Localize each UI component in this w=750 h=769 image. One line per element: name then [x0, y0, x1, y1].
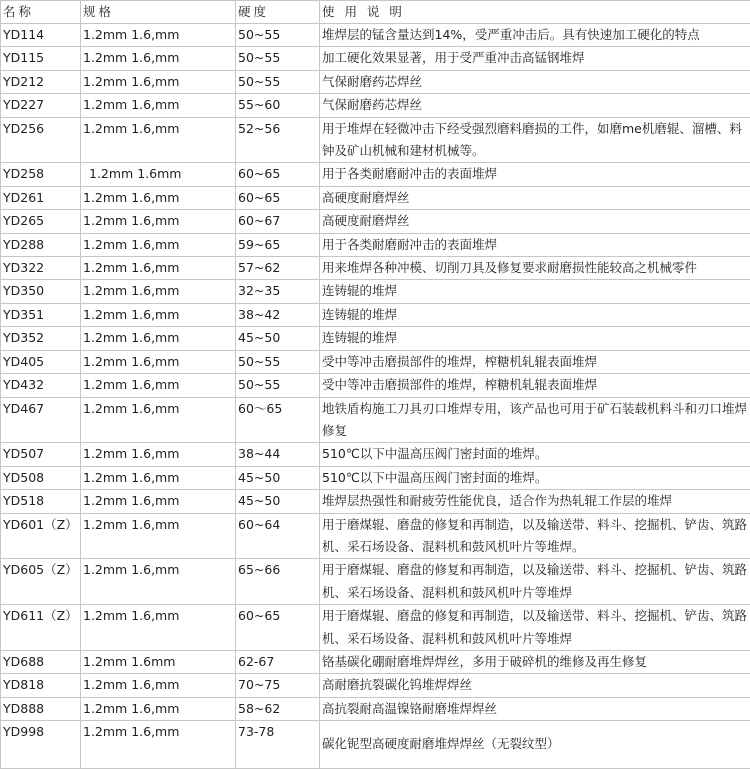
cell-spec: 1.2mm 1.6,mm [81, 280, 236, 303]
table-row [1, 605, 750, 651]
cell-spec: 1.2mm 1.6,mm [81, 374, 236, 397]
table-row [1, 257, 750, 280]
cell-hardness: 50~55 [236, 47, 320, 70]
cell-spec: 1.2mm 1.6,mm [81, 605, 236, 651]
cell-model: YD350 [1, 280, 81, 303]
cell-hardness: 60~64 [236, 513, 320, 559]
cell-hardness: 58~62 [236, 697, 320, 720]
table-row [1, 374, 750, 397]
cell-model: YD351 [1, 303, 81, 326]
cell-spec: 1.2mm 1.6,mm [81, 674, 236, 697]
cell-model: YD518 [1, 490, 81, 513]
cell-model: YD508 [1, 466, 81, 489]
cell-model: YD467 [1, 397, 81, 443]
table-row [1, 559, 750, 605]
cell-spec: 1.2mm 1.6,mm [81, 257, 236, 280]
cell-spec: 1.2mm 1.6,mm [81, 233, 236, 256]
cell-usage: 受中等冲击磨损部件的堆焊，榨糖机轧辊表面堆焊 [320, 350, 750, 373]
header-usage: 使 用 说 明 [320, 1, 750, 24]
cell-model: YD227 [1, 94, 81, 117]
cell-usage: 510℃以下中温高压阀门密封面的堆焊。 [320, 443, 750, 466]
cell-model: YD688 [1, 650, 81, 673]
cell-hardness: 50~55 [236, 70, 320, 93]
cell-usage: 地铁盾构施工刀具刃口堆焊专用，该产品也可用于矿石装载机料斗和刃口堆焊修复 [320, 397, 750, 443]
cell-usage: 碳化铌型高硬度耐磨堆焊焊丝（无裂纹型） [320, 721, 750, 769]
cell-spec: 1.2mm 1.6mm [81, 650, 236, 673]
cell-spec: 1.2mm 1.6mm [81, 163, 236, 186]
table-row [1, 466, 750, 489]
table-row [1, 94, 750, 117]
cell-model: YD352 [1, 327, 81, 350]
table-row [1, 443, 750, 466]
cell-hardness: 62-67 [236, 650, 320, 673]
cell-hardness: 50~55 [236, 24, 320, 47]
cell-usage: 受中等冲击磨损部件的堆焊，榨糖机轧辊表面堆焊 [320, 374, 750, 397]
cell-usage: 用来堆焊各种冲模、切削刀具及修复要求耐磨损性能较高之机械零件 [320, 257, 750, 280]
table-row [1, 233, 750, 256]
header-row [1, 1, 750, 24]
cell-model: YD115 [1, 47, 81, 70]
cell-spec: 1.2mm 1.6,mm [81, 513, 236, 559]
cell-spec: 1.2mm 1.6,mm [81, 303, 236, 326]
cell-model: YD605（Z） [1, 559, 81, 605]
cell-hardness: 60~67 [236, 210, 320, 233]
cell-model: YD611（Z） [1, 605, 81, 651]
cell-model: YD265 [1, 210, 81, 233]
cell-usage: 用于堆焊在轻微冲击下经受强烈磨料磨损的工件，如磨me机磨辊、溜槽、料钟及矿山机械和建材机械等。 [320, 117, 750, 163]
cell-usage: 加工硬化效果显著，用于受严重冲击高锰钢堆焊 [320, 47, 750, 70]
header-spec: 规格 [81, 1, 236, 24]
cell-spec: 1.2mm 1.6,mm [81, 721, 236, 769]
cell-hardness: 60～65 [236, 397, 320, 443]
cell-model: YD432 [1, 374, 81, 397]
cell-model: YD114 [1, 24, 81, 47]
cell-hardness: 59~65 [236, 233, 320, 256]
cell-spec: 1.2mm 1.6,mm [81, 186, 236, 209]
table-row [1, 650, 750, 673]
cell-spec: 1.2mm 1.6,mm [81, 559, 236, 605]
table-row [1, 490, 750, 513]
cell-hardness: 57~62 [236, 257, 320, 280]
cell-model: YD998 [1, 721, 81, 769]
table-row [1, 674, 750, 697]
cell-usage: 连铸辊的堆焊 [320, 327, 750, 350]
cell-hardness: 60~65 [236, 186, 320, 209]
cell-hardness: 55~60 [236, 94, 320, 117]
cell-model: YD601（Z） [1, 513, 81, 559]
cell-hardness: 70~75 [236, 674, 320, 697]
cell-model: YD261 [1, 186, 81, 209]
cell-spec: 1.2mm 1.6,mm [81, 466, 236, 489]
table-row [1, 280, 750, 303]
cell-usage: 铬基碳化硼耐磨堆焊焊丝，多用于破碎机的维修及再生修复 [320, 650, 750, 673]
cell-usage: 510℃以下中温高压阀门密封面的堆焊。 [320, 466, 750, 489]
cell-usage: 连铸辊的堆焊 [320, 303, 750, 326]
cell-spec: 1.2mm 1.6,mm [81, 210, 236, 233]
table-row [1, 47, 750, 70]
cell-usage: 用于各类耐磨耐冲击的表面堆焊 [320, 163, 750, 186]
cell-hardness: 65~66 [236, 559, 320, 605]
cell-hardness: 50~55 [236, 374, 320, 397]
table-row [1, 186, 750, 209]
cell-usage: 高硬度耐磨焊丝 [320, 186, 750, 209]
cell-spec: 1.2mm 1.6,mm [81, 443, 236, 466]
cell-usage: 连铸辊的堆焊 [320, 280, 750, 303]
table-row [1, 697, 750, 720]
table-row [1, 210, 750, 233]
cell-usage: 用于磨煤辊、磨盘的修复和再制造，以及输送带、料斗、挖掘机、铲齿、筑路机、采石场设备、混料机和鼓风机叶片等堆焊。 [320, 513, 750, 559]
cell-spec: 1.2mm 1.6,mm [81, 697, 236, 720]
table-row [1, 117, 750, 163]
cell-hardness: 60~65 [236, 605, 320, 651]
table-row [1, 327, 750, 350]
cell-usage: 高抗裂耐高温镍铬耐磨堆焊焊丝 [320, 697, 750, 720]
cell-usage: 气保耐磨药芯焊丝 [320, 70, 750, 93]
cell-hardness: 32~35 [236, 280, 320, 303]
cell-hardness: 38~44 [236, 443, 320, 466]
header-hardness: 硬度 [236, 1, 320, 24]
cell-usage: 用于各类耐磨耐冲击的表面堆焊 [320, 233, 750, 256]
cell-model: YD212 [1, 70, 81, 93]
cell-hardness: 52~56 [236, 117, 320, 163]
table-row [1, 721, 750, 769]
cell-model: YD888 [1, 697, 81, 720]
cell-usage: 气保耐磨药芯焊丝 [320, 94, 750, 117]
cell-model: YD405 [1, 350, 81, 373]
cell-spec: 1.2mm 1.6,mm [81, 117, 236, 163]
cell-spec: 1.2mm 1.6,mm [81, 47, 236, 70]
table-row [1, 350, 750, 373]
table-row [1, 303, 750, 326]
cell-model: YD288 [1, 233, 81, 256]
cell-hardness: 38~42 [236, 303, 320, 326]
cell-spec: 1.2mm 1.6,mm [81, 397, 236, 443]
header-name: 名称 [1, 1, 81, 24]
cell-usage: 高耐磨抗裂碳化钨堆焊焊丝 [320, 674, 750, 697]
cell-model: YD256 [1, 117, 81, 163]
table-row [1, 397, 750, 443]
cell-spec: 1.2mm 1.6,mm [81, 350, 236, 373]
cell-hardness: 60~65 [236, 163, 320, 186]
cell-usage: 堆焊层的锰含量达到14%，受严重冲击后。具有快速加工硬化的特点 [320, 24, 750, 47]
table-row [1, 513, 750, 559]
cell-spec: 1.2mm 1.6,mm [81, 24, 236, 47]
cell-usage: 用于磨煤辊、磨盘的修复和再制造，以及输送带、料斗、挖掘机、铲齿、筑路机、采石场设备、混料机和鼓风机叶片等堆焊 [320, 559, 750, 605]
cell-usage: 堆焊层热强性和耐疲劳性能优良，适合作为热轧辊工作层的堆焊 [320, 490, 750, 513]
cell-hardness: 50~55 [236, 350, 320, 373]
cell-model: YD818 [1, 674, 81, 697]
table-row [1, 70, 750, 93]
cell-hardness: 73-78 [236, 721, 320, 769]
cell-spec: 1.2mm 1.6,mm [81, 94, 236, 117]
cell-usage: 高硬度耐磨焊丝 [320, 210, 750, 233]
cell-model: YD258 [1, 163, 81, 186]
cell-model: YD322 [1, 257, 81, 280]
cell-spec: 1.2mm 1.6,mm [81, 70, 236, 93]
cell-usage: 用于磨煤辊、磨盘的修复和再制造，以及输送带、料斗、挖掘机、铲齿、筑路机、采石场设备、混料机和鼓风机叶片等堆焊 [320, 605, 750, 651]
cell-spec: 1.2mm 1.6,mm [81, 490, 236, 513]
cell-hardness: 45~50 [236, 327, 320, 350]
cell-model: YD507 [1, 443, 81, 466]
table-row [1, 24, 750, 47]
cell-hardness: 45~50 [236, 490, 320, 513]
table-row [1, 163, 750, 186]
cell-hardness: 45~50 [236, 466, 320, 489]
cell-spec: 1.2mm 1.6,mm [81, 327, 236, 350]
